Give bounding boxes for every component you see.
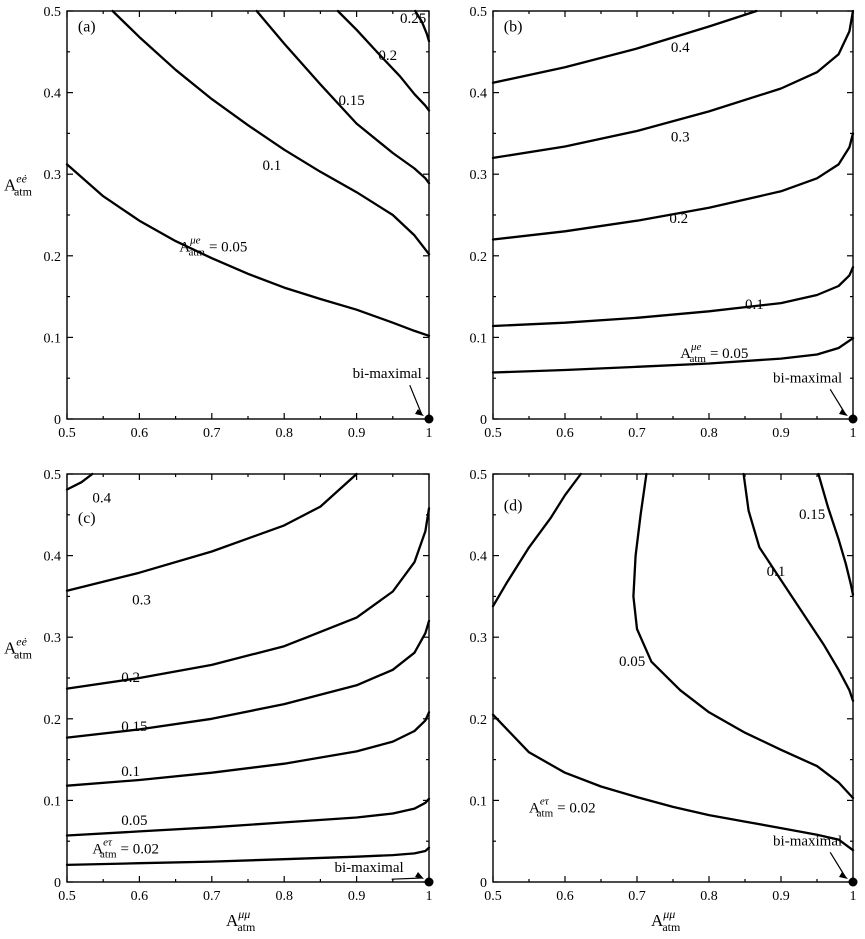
x-tick-label: 0.8 — [275, 426, 293, 441]
x-axis-label: $A^{\mu\mu}$ atm — [651, 907, 681, 934]
contour-label: $A^{\mu e}$ atm = 0.05 — [179, 234, 248, 259]
x-tick-label: 0.6 — [130, 426, 149, 441]
plot-frame — [493, 474, 853, 882]
contour-label: 0.15 — [799, 506, 826, 523]
y-tick-label: 0.1 — [469, 331, 487, 347]
contour-label: 0.2 — [669, 211, 689, 228]
panel-c — [4, 468, 434, 934]
x-tick-label: 0.6 — [130, 889, 149, 904]
contour-line — [493, 474, 581, 606]
contour-line — [493, 338, 853, 372]
x-tick-label: 1 — [849, 889, 857, 904]
x-tick-label: 0.7 — [628, 889, 646, 904]
contour-label: 0.3 — [670, 129, 690, 146]
panel-d — [470, 468, 858, 934]
contour-label: $A^{e\tau}$ atm = 0.02 — [92, 836, 159, 861]
contour-label: $A^{\mu e}$ atm = 0.05 — [680, 340, 749, 365]
y-tick-label: 0.3 — [469, 631, 487, 647]
bi-maximal-point — [425, 415, 434, 424]
x-tick-label: 0.8 — [275, 889, 293, 904]
x-tick-label: 0.9 — [772, 426, 790, 441]
y-tick-label: 0.4 — [469, 549, 487, 565]
contour-label: 0.05 — [121, 812, 148, 829]
x-tick-label: 0.5 — [484, 889, 502, 904]
y-tick-label: 0.5 — [43, 5, 61, 20]
x-tick-label: 0.5 — [58, 889, 76, 904]
contour-line — [67, 164, 429, 335]
y-tick-label: 0.3 — [469, 168, 487, 184]
y-tick-label: 0.4 — [43, 86, 61, 102]
y-tick-label: 0 — [54, 413, 61, 428]
y-tick-label: 0.5 — [469, 5, 487, 20]
x-tick-label: 0.9 — [347, 889, 366, 904]
y-tick-label: 0 — [480, 876, 487, 891]
x-tick-label: 0.7 — [203, 889, 221, 904]
contour-line — [818, 474, 853, 595]
y-axis-label: $A^{eė}$ atm — [4, 171, 32, 199]
bi-maximal-point — [425, 878, 434, 887]
bi-maximal-point — [849, 878, 858, 887]
contour-label: 0.1 — [262, 158, 282, 175]
x-tick-label: 0.6 — [556, 889, 574, 904]
x-tick-label: 0.5 — [58, 426, 76, 441]
x-tick-label: 0.6 — [556, 426, 574, 441]
y-tick-label: 0.4 — [469, 86, 487, 102]
panel-tag: (d) — [503, 497, 523, 515]
contour-line — [493, 11, 757, 83]
x-axis-label: $A^{\mu\mu}$ atm — [226, 907, 256, 934]
contour-line — [493, 267, 853, 326]
y-tick-label: 0.5 — [43, 468, 61, 483]
y-tick-label: 0.4 — [43, 549, 61, 565]
y-tick-label: 0.5 — [469, 468, 487, 483]
y-tick-label: 0.2 — [469, 712, 487, 728]
x-tick-label: 0.8 — [700, 889, 718, 904]
x-tick-label: 0.5 — [484, 426, 502, 441]
contour-label: 0.4 — [670, 39, 690, 56]
contour-label: 0.4 — [92, 490, 112, 507]
panel-tag: (b) — [503, 18, 523, 36]
contour-label: 0.1 — [745, 296, 764, 313]
x-tick-label: 0.9 — [772, 889, 790, 904]
y-tick-label: 0.2 — [469, 249, 487, 265]
y-tick-label: 0.1 — [43, 331, 61, 347]
contour-label: 0.1 — [121, 763, 141, 780]
plot-frame — [67, 11, 429, 419]
y-tick-label: 0.2 — [43, 712, 61, 728]
x-tick-label: 0.8 — [700, 426, 718, 441]
contour-label: 0.15 — [338, 92, 365, 109]
annotation-arrow — [410, 385, 422, 415]
y-tick-label: 0 — [480, 413, 487, 428]
x-tick-label: 0.7 — [203, 426, 221, 441]
bi-maximal-label: bi-maximal — [334, 860, 404, 877]
y-tick-label: 0.1 — [469, 794, 487, 810]
panel-tag: (c) — [77, 509, 96, 527]
annotation-arrow — [392, 878, 422, 879]
x-tick-label: 1 — [425, 426, 433, 441]
panel-b — [470, 5, 858, 441]
panel-a — [4, 5, 434, 441]
x-tick-label: 0.9 — [347, 426, 366, 441]
contour-label: 0.2 — [378, 47, 398, 64]
x-tick-label: 1 — [425, 889, 433, 904]
panel-tag: (a) — [77, 18, 96, 36]
y-tick-label: 0.3 — [43, 631, 61, 647]
contour-label: 0.1 — [766, 564, 786, 580]
contour-label: 0.05 — [619, 653, 646, 670]
y-tick-label: 0.2 — [43, 249, 61, 265]
x-tick-label: 1 — [849, 426, 857, 441]
bi-maximal-label: bi-maximal — [773, 370, 843, 387]
bi-maximal-label: bi-maximal — [773, 833, 843, 850]
y-tick-label: 0.3 — [43, 168, 61, 184]
y-tick-label: 0 — [54, 876, 61, 891]
contour-line — [493, 715, 853, 851]
bi-maximal-label: bi-maximal — [352, 366, 422, 383]
contour-line — [67, 474, 92, 490]
contour-label: $A^{e\tau}$ atm = 0.02 — [529, 795, 596, 820]
y-axis-label: $A^{eė}$ atm — [4, 634, 32, 662]
contour-label: 0.3 — [132, 592, 151, 609]
bi-maximal-point — [849, 415, 858, 424]
x-tick-label: 0.7 — [628, 426, 646, 441]
contour-label: 0.2 — [121, 670, 141, 687]
y-tick-label: 0.1 — [43, 794, 61, 810]
contour-label: 0.15 — [121, 719, 148, 736]
contour-label: 0.25 — [400, 11, 427, 28]
contour-line — [67, 508, 429, 688]
